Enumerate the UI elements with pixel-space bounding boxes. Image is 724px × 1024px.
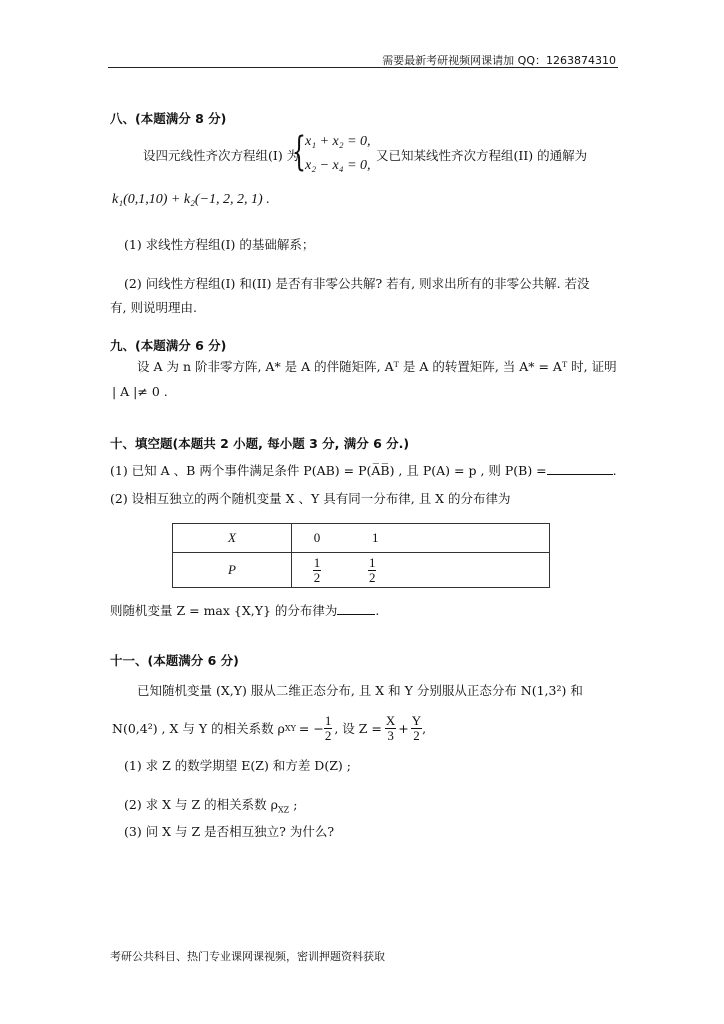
- s10-q1-end: .: [612, 463, 617, 478]
- s8-line1b: 又已知某线性齐次方程组(II) 的通解为: [376, 148, 588, 163]
- s10-after-table: [110, 601, 379, 619]
- s8-question-2-cont: 有, 则说明理由.: [110, 300, 197, 315]
- page-header: 需要最新考研视频网课请加 QQ：1263874310: [382, 54, 616, 67]
- s10-q1-text: (1) 已知 A 、B 两个事件满足条件 P(AB) = P(A̅B̅) , 且 P(A) = p , 则 P(B) =: [110, 463, 547, 478]
- table-cell: [342, 553, 550, 588]
- section-9-title: 九、(本题满分 6 分): [110, 338, 227, 353]
- s11-l2b: = −: [298, 720, 324, 736]
- s11-l2a: N(0,4²) , X 与 Y 的相关系数 ρ: [112, 721, 285, 736]
- page-footer: 考研公共科目、热门专业课网课视频，密训押题资料获取: [110, 950, 385, 963]
- s11-q2b: ;: [293, 797, 298, 812]
- table-cell: 0: [292, 524, 342, 553]
- section-8-title: 八、(本题满分 8 分): [110, 111, 227, 126]
- table-cell: [292, 553, 342, 588]
- header-rule: [108, 67, 618, 68]
- s11-question-3: (3) 问 X 与 Z 是否相互独立? 为什么?: [124, 824, 335, 839]
- answer-blank-2: [337, 614, 375, 615]
- distribution-table: [172, 523, 550, 588]
- table-row: [173, 524, 550, 553]
- table-row: [173, 553, 550, 588]
- s10-after-end: .: [375, 603, 380, 618]
- s11-l2e: ,: [422, 720, 427, 736]
- s11-l2c: , 设 Z =: [334, 721, 382, 736]
- s8-question-2: (2) 问线性方程组(I) 和(II) 是否有非零公共解? 若有, 则求出所有的非零公共解. 若没: [124, 276, 590, 291]
- fraction: $\frac{1}{2}$: [313, 554, 321, 585]
- section-10-title: 十、填空题(本题共 2 小题, 每小题 3 分, 满分 6 分.): [110, 436, 410, 451]
- s11-question-2: [124, 795, 297, 815]
- table-cell: X: [173, 524, 292, 553]
- s10-question-1: [110, 461, 617, 479]
- fraction: $\frac{1}{2}$: [324, 712, 332, 743]
- s11-line1: 已知随机变量 (X,Y) 服从二维正态分布, 且 X 和 Y 分别服从正态分布 N(1,3²) 和: [137, 683, 583, 698]
- s11-l2d: +: [398, 720, 409, 736]
- s11-line2: [112, 708, 426, 748]
- equation-2: x₂ − x₄ = 0,: [305, 158, 371, 173]
- answer-blank-1: [547, 474, 613, 475]
- s11-question-1: (1) 求 Z 的数学期望 E(Z) 和方差 D(Z) ;: [124, 758, 351, 773]
- rho-subscript: XY: [284, 723, 296, 733]
- table-cell: 1: [342, 524, 550, 553]
- rho-subscript: XZ: [277, 805, 290, 815]
- s10-question-2: (2) 设相互独立的两个随机变量 X 、Y 具有同一分布律, 且 X 的分布律为: [110, 491, 511, 506]
- s8-line1a: 设四元线性齐次方程组(I) 为: [143, 148, 300, 163]
- equation-1: x₁ + x₂ = 0,: [305, 134, 371, 149]
- table-cell: P: [173, 553, 292, 588]
- s10-after-text: 则随机变量 Z = max {X,Y} 的分布律为: [110, 603, 338, 618]
- s8-question-1: (1) 求线性方程组(I) 的基础解系；: [124, 237, 315, 252]
- s11-q2a: (2) 求 X 与 Z 的相关系数 ρ: [124, 797, 278, 812]
- fraction: $\frac{1}{2}$: [368, 554, 376, 585]
- section-11-title: 十一、(本题满分 6 分): [110, 653, 239, 668]
- general-solution: k₁(0,1,10) + k₂(−1, 2, 2, 1) .: [112, 192, 270, 207]
- fraction: $\frac{Y}{2}$: [411, 712, 422, 743]
- system-brace: {: [292, 129, 306, 175]
- s9-line2: | A |≠ 0 .: [112, 384, 168, 399]
- s9-line1: 设 A 为 n 阶非零方阵, A* 是 A 的伴随矩阵, Aᵀ 是 A 的转置矩阵, 当 A* = Aᵀ 时, 证明: [137, 359, 617, 374]
- fraction: $\frac{X}{3}$: [385, 712, 396, 743]
